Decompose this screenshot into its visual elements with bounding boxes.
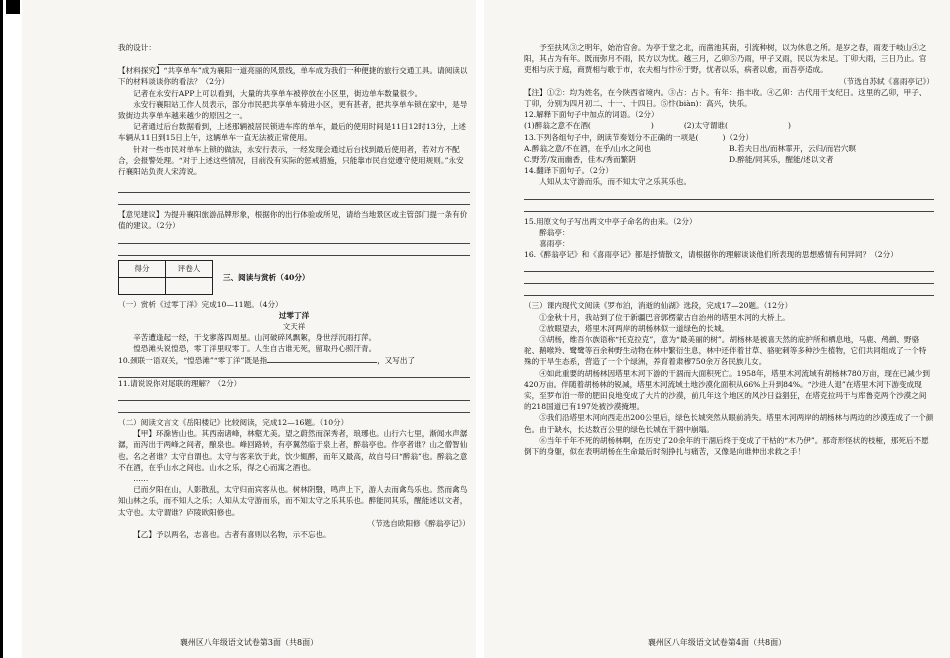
question-14: 14.翻译下面句子。（2分） [524,166,614,176]
material-paragraph-2: 永安行襄阳站工作人员表示，部分市民把共享单车骑进小区，更有甚者，把共享单车锁在家中，是导致街边共享单车越来越少的原因之一。 [118,99,468,121]
page-corner-mark [6,0,20,14]
modern-reading-intro: （三）课内现代文阅读《罗布泊，消逝的仙湖》选段，完成17—20题。（12分） [524,301,793,311]
question-13-options [524,143,934,165]
answer-line[interactable] [524,260,934,272]
answer-line[interactable] [118,389,470,401]
passage-yi-source: （节选自苏轼《喜雨亭记》） [839,76,934,86]
material-question: 【材料探究】“共享单车”成为襄阳一道亮丽的风景线，单车成为我们一种便捷的旅行交通工具。请阅读以下的材料谈谈你的看法？（2分） [118,66,468,87]
blank-10a[interactable] [267,362,377,363]
passage-jia-2: 已而夕阳在山，人影散乱，太守归而宾客从也。树林阴翳，鸣声上下，游人去而禽鸟乐也。然而禽鸟知山林之乐，而不知人之乐；人知从太守游而乐，而不知太守之乐其乐也。醉能同其乐，醒能述以文者，太守也。太守谓谁？庐陵欧阳修也。 [118,485,468,517]
option-a[interactable]: A.醉翁之意/不在酒，在乎/山水之间也 [524,143,651,153]
answer-line[interactable] [524,200,934,212]
question-11: 11.请说说你对尾联的理解？（2分） [118,378,242,388]
passage-notes: 【注】①②：均为姓名，在今陕西省境内。③占：占卜。有年：指丰收。④乙卯：古代用干支纪日。这里的乙卯，甲子、丁卯，分别为四月初二、十一、十四日。⑤忭(biàn)：高兴，快乐。 [524,87,927,109]
material-paragraph-1: 记者在永安行APP上可以看到，大量的共享单车被停放在小区里，街边单车数量很少。 [133,88,423,98]
question-10: 10.颈联一语双关，“惶恐滩”“零丁洋”既是指 ，又写出了 [118,355,416,365]
question-14-sentence: 人知从太守游而乐，而不知太守之乐其乐也。 [539,177,692,187]
poem-line-2: 惶恐滩头说惶恐，零丁洋里叹零丁。人生自古谁无死，留取丹心照汗青。 [133,344,377,354]
poem-author: 文天祥 [282,322,306,332]
answer-line[interactable] [118,244,470,256]
question-12: 12.解释下面句子中加点的词语。（2分） [524,110,659,120]
poem-question-intro: （一）赏析《过零丁洋》完成10—11题。（4分） [118,299,283,309]
answer-line[interactable] [118,193,470,205]
question-12-items: (1)醉翁之意不在酒( ) (2)太守谓谁( ) [524,121,791,131]
page-edge-bar [0,0,3,658]
answer-line[interactable] [118,401,470,413]
grader-label: 评卷人 [166,260,213,277]
score-table [118,260,213,295]
answer-line[interactable] [158,53,369,65]
page-4-footer: 襄州区八年级语文试卷第4面（共8面） [647,638,787,647]
passage-ellipsis: …… [133,474,149,484]
option-c[interactable]: C.野芳/发而幽香，佳木/秀而繁阴 [524,155,636,165]
score-label: 得分 [119,260,166,277]
material-paragraph-4: 针对一些市民对单车上锁的做法，永安行表示，一经发现会通过后台找到最后使用者，若对方不配合，会报警处理。“对于上述这些情况，目前没有实际的惩戒措施，只能靠市民自觉遵守使用规则。”永安行襄阳站负责人宋涛说。 [118,144,464,177]
answer-line[interactable] [118,232,470,244]
answer-line[interactable] [118,181,470,193]
passage-yi-2: 予至扶风③之明年，始治官舍。为亭于堂之北，而凿池其南，引流种树，以为休息之所。是岁之春，雨麦于岐山④之阳，其占为有年。既而弥月不雨，民方以为忧。越三月，乙卯⑤乃雨，甲子又雨，民以为未足。丁卯大雨，三日乃止。官吏相与庆于庭，商贾相与歌于市，农夫相与忭⑥于野，忧者以乐，病者以愈，而吾亭适成。 [524,43,927,75]
page-4-content [524,42,934,457]
passage-jia-source: （节选自欧阳修《醉翁亭记》） [367,518,470,528]
answer-line[interactable] [524,284,934,296]
answer-line[interactable] [524,188,934,200]
poem-line-1: 辛苦遭逢起一经，干戈寥落四周星。山河破碎风飘絮，身世浮沉雨打萍。 [133,333,377,343]
grader-cell[interactable] [166,277,213,294]
answer-line[interactable] [524,272,934,284]
suggestion-question: 【意见建议】为提升襄阳旅游品牌形象，根据你的出行体验或所见，请给当地景区或主管部门提一条有价值的建议。（2分） [118,210,468,231]
question-16: 16.《醉翁亭记》和《喜雨亭记》都是抒情散文，请根据你的理解谈谈他们所表现的思想感情有何异同？（2分） [524,250,898,260]
zuiweng-pavilion-label: 醉翁亭： [539,227,570,237]
score-cell[interactable] [119,277,166,294]
modern-paragraph-3: ③胡杨，维吾尔族语称“托克拉克”，意为“最美丽的树”。胡杨林是被喜天然的庇护所和栖息地，马鹿、鸬鹚、野骆驼、鹅喉羚、鹭鹭等百余种野生动物在林中繁衍生息，林中还伴着甘草、骆驼刺等多种沙生植物，它们共同组成了一个特殊的干旱生态系，营造了一个个绿洲，养育着肃穆750余万各民族儿女。 [524,335,927,367]
option-b[interactable]: B.若夫日出/而林霏开，云归/而岩穴暝 [729,143,857,153]
modern-paragraph-6: ⑥当年千年不死的胡杨林啊，在历史了20余年的干涸后终于变成了干枯的“木乃伊”。那奇形怪状的枝桠，那死后不愿倒下的身躯，似在表明胡杨在生命最后时刻挣扎与痛苦，又像是向谁伸出求救之手！ [524,435,929,457]
answer-line[interactable] [118,366,470,378]
page-3-footer: 襄州区八年级语文试卷第3面（共8面） [179,638,319,647]
poem-title: 过零丁洋 [278,310,310,320]
question-15: 15.用原文句子写出两文中亭子命名的由来。（2分） [524,216,697,226]
exam-page-4 [484,0,950,658]
classical-reading-intro: （二）阅读文言文《岳阳楼记》比较阅读，完成12—16题。（10分） [118,418,349,428]
modern-paragraph-2: ②放眼望去，塔里木河两岸的胡杨林似一道绿色的长城。 [539,323,730,333]
page-3-content [118,42,470,540]
exam-page-3 [22,0,476,658]
passage-jia-1: 【甲】环滁皆山也。其西南诸峰，林壑尤美。望之蔚然而深秀者，琅琊也。山行六七里，渐闻水声潺潺，而泻出于两峰之间者，酿泉也。峰回路转，有亭翼然临于泉上者，醉翁亭也。作亭者谁？山之僧智仙也。名之者谁？太守自谓也。太守与客来饮于此，饮少辄醉，而年又最高，故自号曰“醉翁”也。醉翁之意不在酒，在乎山水之间也。山水之乐，得之心而寓之酒也。 [118,429,468,472]
material-paragraph-3: 记者通过后台数据看到，上述那辆被居民锁进车库的单车，最后的使用时间是11日12时13分，上述车辆从11日到15日上午，这辆单车一直无法被正常使用。 [118,122,466,143]
xiyu-pavilion-label: 喜雨亭： [539,239,570,249]
modern-paragraph-5: ⑤我们沿塔里木河向西走出200公里后，绿色长城突然从眼前消失。塔里木河两岸的胡杨林与两边的沙漠连成了一个颜色。由于缺水，长达数百公里的绿色长城在干涸中崩塌。 [524,413,934,434]
score-box-row [118,260,470,295]
modern-paragraph-4: ④如此重要的胡杨林因塔里木河下游的干涸而大面积死亡。1958年，塔里木河流域有胡杨林780万亩，现在已减少到420万亩。伴随着胡杨林的锐减，塔里木河流域土地沙漠化面积从66%上升到84%。“沙进人退”在塔里木河下游变成现实，至罗布泊一带的肥田良地变成了大片的沙漠，前几年这个地区的风沙日益猖狂，在塔克拉玛干与库鲁克两个沙漠之间的218国道已有197处被沙漠掩埋。 [524,368,930,412]
section-heading: 三、阅读与赏析（40分） [223,272,310,282]
my-design-label: 我的设计： [118,43,156,52]
question-13: 13.下列各组句子中，朗读节奏划分不正确的一项是( )（2分） [524,132,754,142]
modern-paragraph-1: ①金秋十月，我站到了位于新疆巴音郭楞蒙古自治州的塔里木河的大桥上。 [539,312,790,322]
option-d[interactable]: D.醉能/同其乐，醒能/述以文者 [729,155,834,165]
passage-yi-1: 【乙】予以两名，志喜也。古者有喜则以名物，示不忘也。 [133,530,331,540]
